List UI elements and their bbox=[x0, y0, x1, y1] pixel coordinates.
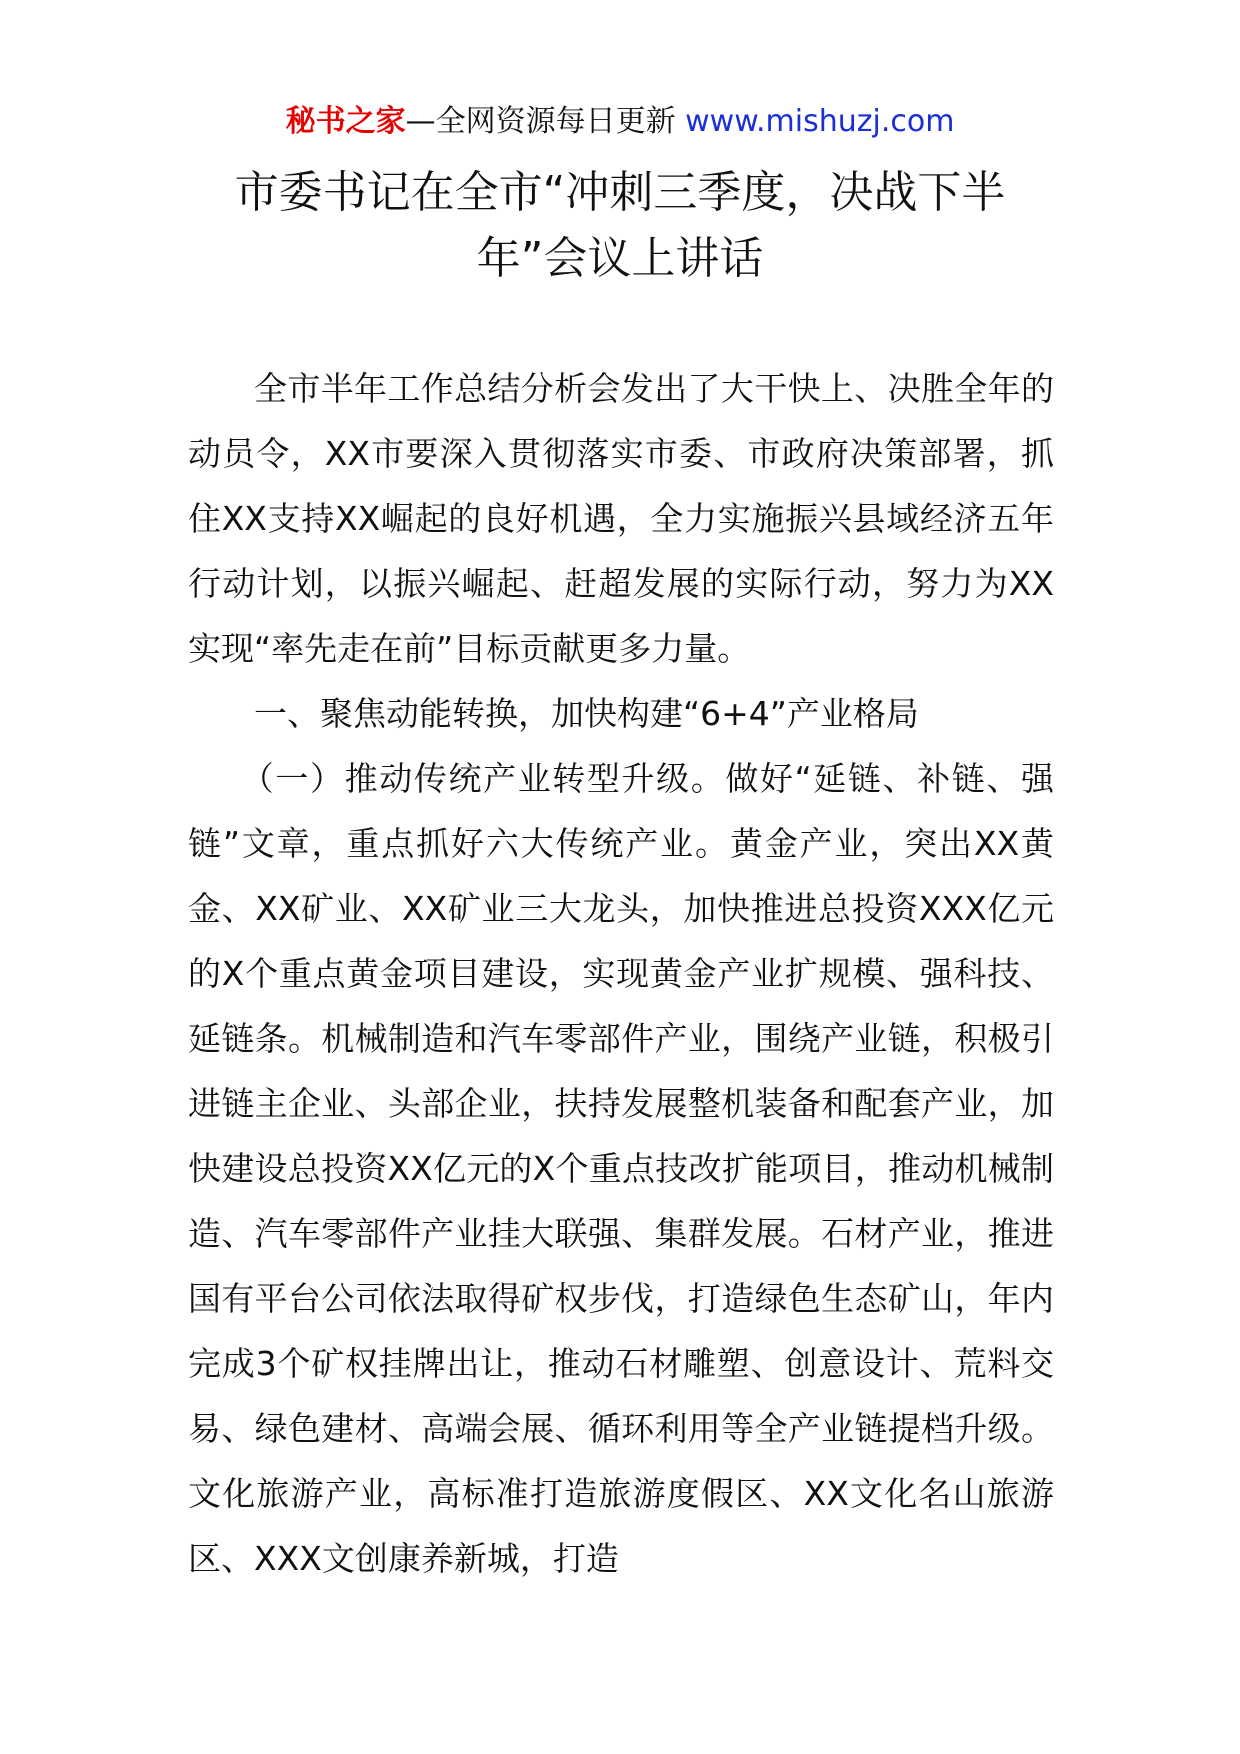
subsection-paragraph: （一）推动传统产业转型升级。做好“延链、补链、强链”文章，重点抓好六大传统产业。黄金产业，突出XX黄金、XX矿业、XX矿业三大龙头，加快推进总投资XXX亿元的X个重点黄金项目建设，实现黄金产业扩规模、强科技、延链条。机械制造和汽车零部件产业，围绕产业链，积极引进链主企业、头部企业，扶持发展整机装备和配套产业，加快建设总投资XX亿元的X个重点技改扩能项目，推动机械制造、汽车零部件产业挂大联强、集群发展。石材产业，推进国有平台公司依法取得矿权步伐，打造绿色生态矿山，年内完成3个矿权挂牌出让，推动石材雕塑、创意设计、荒料交易、绿色建材、高端会展、循环利用等全产业链提档升级。文化旅游产业，高标准打造旅游度假区、XX文化名山旅游区、XXX文创康养新城，打造 bbox=[188, 759, 1054, 1578]
site-header bbox=[0, 100, 1240, 144]
intro-paragraph: 全市半年工作总结分析会发出了大干快上、决胜全年的动员令，XX市要深入贯彻落实市委、市政府决策部署，抓住XX支持XX崛起的良好机遇，全力实施振兴县域经济五年行动计划，以振兴崛起、赶超发展的实际行动，努力为XX实现“率先走在前”目标贡献更多力量。 bbox=[188, 369, 1054, 668]
site-url-link[interactable]: www.mishuzj.com bbox=[685, 104, 955, 139]
site-brand: 秘书之家 bbox=[285, 104, 406, 139]
section-heading: 一、聚焦动能转换，加快构建“6+4”产业格局 bbox=[254, 694, 919, 733]
document-title: 市委书记在全市“冲刺三季度，决战下半年”会议上讲话 bbox=[234, 167, 1006, 284]
document-body bbox=[188, 356, 1054, 1591]
site-slogan: —全网资源每日更新 bbox=[405, 104, 686, 139]
